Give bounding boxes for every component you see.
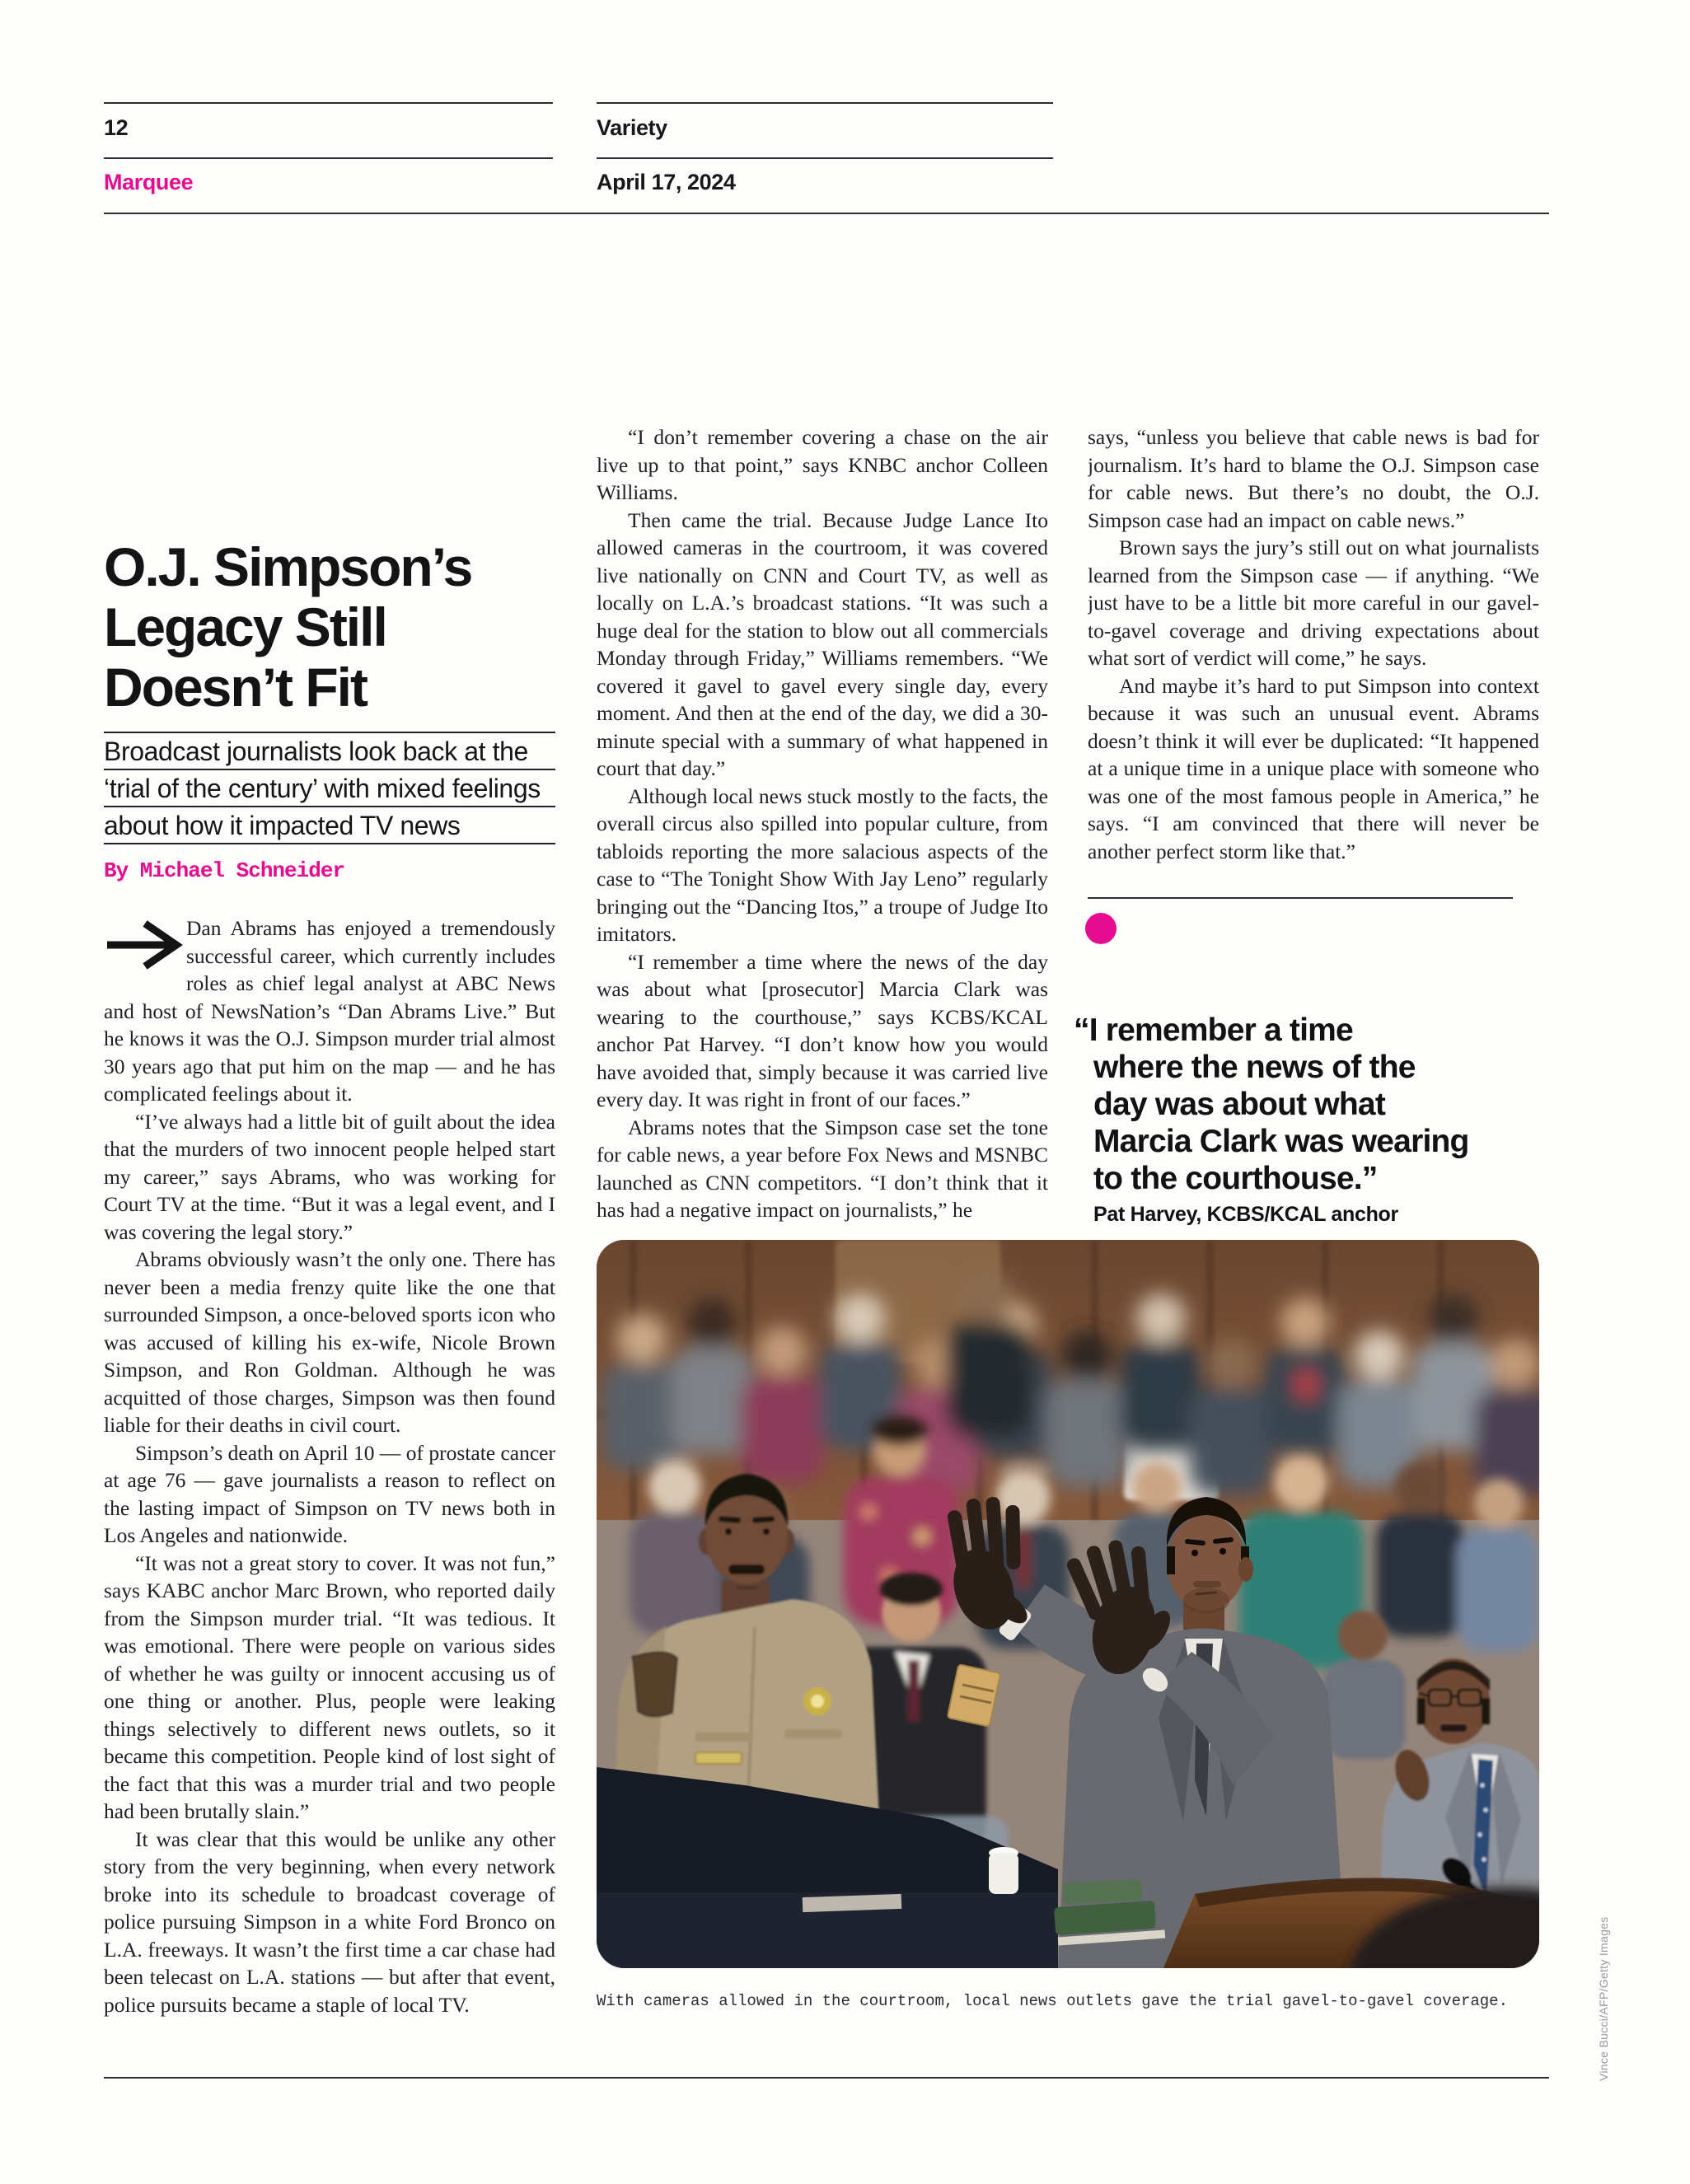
byline: By Michael Schneider [104,858,345,883]
header-rule-top-left [104,102,553,104]
body-paragraph: Then came the trial. Because Judge Lance Ito allowed cameras in the courtroom, it was covered live nationally on CNN and Court TV, as well as locally on L.A.’s broadcast stations. “It was such a huge deal for the station to blow out all commercials Monday through Friday,” Williams remembers. “We covered it gavel to gavel every single day, every moment. And then at the end of the day, we did a 30-minute special with a summary of what happened in court that day.” [597,507,1048,780]
photo-credit: Vince Bucci/AFP/Getty Images [1597,1916,1610,2081]
header-rule-mid-left [104,157,553,159]
pull-quote [1074,1012,1540,1227]
page-number: 12 [104,115,129,140]
body-paragraph: Abrams obviously wasn’t the only one. There has never been a media frenzy quite like the one that surrounded Simpson, a once-beloved sports icon who was accused of killing his ex-wife, Nicole Brown Simpson, and Ron Goldman. Although he was acquitted of those charges, Simpson was then found liable for their deaths in civil court. [104,1247,555,1437]
pullquote-attribution: Pat Harvey, KCBS/KCAL anchor [1093,1203,1398,1226]
header-rule-top-middle [597,102,1053,104]
headline-line: Legacy Still [104,596,386,657]
pullquote-line: Marcia Clark was wearing [1093,1124,1469,1159]
body-paragraph: It was clear that this would be unlike any other story from the very beginning, when every network broke into its schedule to broadcast coverage of police pursuing Simpson in a white Ford Bronco on L.A. freeways. It wasn’t the first time a car chase had been telecast on L.A. stations — but after that event, police pursuits became a staple of local TV. [104,1826,555,2017]
arrow-right-icon [104,914,186,970]
courtroom-photo [597,1240,1539,1968]
article-headline [104,537,586,718]
header-rule-mid-middle [597,157,1053,159]
standfirst-line: Broadcast journalists look back at the [104,732,555,769]
pullquote-line: “I remember a time [1074,1012,1353,1048]
standfirst [104,732,555,844]
body-paragraph: says, “unless you believe that cable news is bad for journalism. It’s hard to blame the O.J. Simpson case for cable news. But there’s no doubt, the O.J. Simpson case had an impact on cable news.” [1088,425,1539,532]
pullquote-line: where the news of the [1093,1050,1416,1085]
body-paragraph [104,914,555,1108]
body-paragraph: “I remember a time where the news of the day was about what [prosecutor] Marcia Clark was wearing to the courthouse,” says KCBS/KCAL anchor Pat Harvey. “I don’t know how you would have avoided that, simply because it was carried live every day. It was right in front of our faces.” [597,949,1048,1111]
accent-dot [1085,913,1117,944]
pullquote-line: to the courthouse.” [1093,1161,1378,1196]
headline-line: Doesn’t Fit [104,657,367,718]
issue-date: April 17, 2024 [597,170,736,194]
body-column-right [1088,423,1539,885]
header-rule-bottom [104,213,1549,214]
brand-title: Variety [597,115,667,140]
headline-line: O.J. Simpson’s [104,536,472,597]
standfirst-line: ‘trial of the century’ with mixed feelings [104,769,555,806]
photo-caption: With cameras allowed in the courtroom, local news outlets gave the trial gavel-to-gavel coverage. [597,1992,1508,2010]
pullquote-rule [1088,897,1513,899]
body-paragraph: “I don’t remember covering a chase on the air live up to that point,” says KNBC anchor Colleen Williams. [597,425,1048,504]
footer-rule [104,2077,1549,2079]
body-paragraph: “I’ve always had a little bit of guilt about the idea that the murders of two innocent people helped start my career,” says Abrams, who was working for Court TV at the time. “But it was a legal event, and I was covering the legal story.” [104,1109,555,1244]
standfirst-line: about how it impacted TV news [104,806,555,843]
courtroom-photo-illustration [597,1240,1539,1968]
body-paragraph: Abrams notes that the Simpson case set the tone for cable news, a year before Fox News and MSNBC launched as CNN competitors. “I don’t think that it has had a negative impact on journalists,” he [597,1115,1048,1222]
body-column-left [104,914,555,2027]
body-paragraph: And maybe it’s hard to put Simpson into context because it was such an unusual event. Abrams doesn’t think it will ever be duplicated: “It happened at a unique time in a unique place with someone who was one of the most famous people in America,” he says. “I am convinced that there will never be another perfect storm like that.” [1088,673,1539,863]
paragraph-text: Dan Abrams has enjoyed a tremendously successful career, which currently includes roles as chief legal analyst at ABC News and host of NewsNation’s “Dan Abrams Live.” But he knows it was the O.J. Simpson murder trial almost 30 years ago that put him on the map — and he has complicated feelings about it. [104,916,555,1106]
section-label: Marquee [104,170,194,194]
pullquote-line: day was about what [1093,1087,1386,1122]
body-paragraph: “It was not a great story to cover. It was not fun,” says KABC anchor Marc Brown, who reported daily from the Simpson murder trial. “It was tedious. It was emotional. There were people on various sides of whether he was guilty or innocent accusing us of one thing or another. Plus, people were leaking things selectively to different news outlets, so it became this competition. People kind of lost sight of the fact that this was a murder trial and two people had been brutally slain.” [104,1550,555,1823]
body-paragraph: Simpson’s death on April 10 — of prostate cancer at age 76 — gave journalists a reason to reflect on the lasting impact of Simpson on TV news both in Los Angeles and nationwide. [104,1440,555,1547]
body-column-middle [597,423,1048,1235]
body-paragraph: Brown says the jury’s still out on what journalists learned from the Simpson case — if anything. “We just have to be a little bit more careful in our gavel-to-gavel coverage and driving expectations about what sort of verdict will come,” he says. [1088,535,1539,670]
body-paragraph: Although local news stuck mostly to the facts, the overall circus also spilled into popular culture, from tabloids reporting the more salacious aspects of the case to “The Tonight Show With Jay Leno” regularly bringing out the “Dancing Itos,” a troupe of Judge Ito imitators. [597,783,1048,946]
